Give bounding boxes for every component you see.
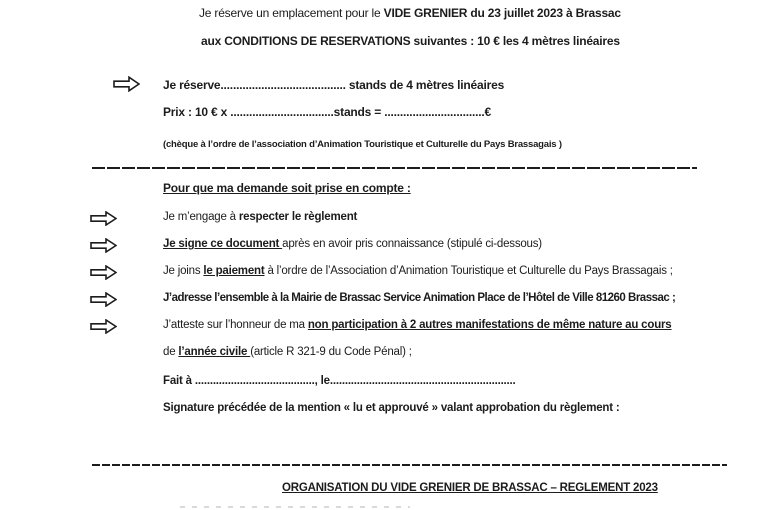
item-text: Je joins	[163, 265, 204, 277]
rightwards-white-arrow-icon	[113, 76, 140, 92]
signature-line: Signature précédée de la mention « lu et approuvé » valant approbation du règlement :	[163, 402, 620, 414]
item-text-bold-underline: le paiement	[203, 265, 265, 277]
intro-line-2: aux CONDITIONS DE RESERVATIONS suivantes : 10 € les 4 mètres linéaires	[201, 34, 620, 48]
fait-place-dotted-field: ........................................	[194, 375, 315, 387]
reserve-dotted-field: ........................................	[220, 78, 346, 92]
item-text: Je m’engage à	[163, 211, 239, 223]
reserve-suffix: stands de 4 mètres linéaires	[345, 78, 505, 92]
fait-le-label: , le	[314, 375, 330, 387]
reserve-label: Je réserve	[163, 78, 221, 92]
rightwards-white-arrow-icon	[90, 211, 117, 226]
fait-label: Fait à	[163, 375, 195, 387]
footer-divider	[92, 464, 727, 466]
item-text: après en avoir pris connaissance (stipulé ci-dessous)	[282, 238, 542, 250]
item-text-bold-underline: non participation à 2 autres manifestations de même nature au cours	[307, 319, 672, 331]
rightwards-white-arrow-icon	[90, 265, 117, 280]
item-text-bold-underline: l’année civile	[178, 346, 251, 358]
prix-mid-label: stands =	[333, 105, 385, 119]
rightwards-white-arrow-icon	[90, 238, 117, 253]
prix-dotted-field-2: ................................	[384, 105, 485, 119]
prix-label: Prix : 10 € x	[163, 105, 231, 119]
intro-line-1-bold: VIDE GRENIER du 23 juillet 2023 à Brassac	[383, 6, 621, 20]
item-text-bold-underline: Je signe ce document	[163, 238, 283, 250]
intro-line-1	[199, 6, 621, 20]
checklist-item-attestation	[163, 318, 672, 332]
prix-dotted-field-1: .................................	[230, 105, 334, 119]
checklist-item-attestation-wrap	[163, 345, 412, 359]
item-text: J’atteste sur l’honneur de ma	[163, 319, 308, 331]
item-text: à l’ordre de l’Association d’Animation Touristique et Culturelle du Pays Brassagais ;	[264, 265, 673, 277]
checklist-item-adresse: J’adresse l’ensemble à la Mairie de Brassac Service Animation Place de l’Hôtel de Ville 81260 Brassac ;	[163, 292, 676, 304]
reserve-line	[163, 78, 504, 92]
item-text: (article R 321-9 du Code Pénal) ;	[250, 346, 412, 358]
checklist-item-signature	[163, 237, 542, 251]
footer-heading: ORGANISATION DU VIDE GRENIER DE BRASSAC – REGLEMENT 2023	[282, 482, 658, 494]
item-text-bold: respecter le règlement	[238, 211, 358, 223]
item-text: de	[163, 346, 179, 358]
rightwards-white-arrow-icon	[90, 319, 117, 334]
prix-line	[163, 105, 491, 119]
prix-euro-sign: €	[484, 105, 492, 119]
fait-line	[163, 374, 516, 388]
rightwards-white-arrow-icon	[90, 292, 117, 307]
checklist-item-engagement	[163, 210, 357, 224]
intro-line-1-regular: Je réserve un emplacement pour le	[199, 6, 384, 20]
fait-date-dotted-field: ..............................................................	[329, 375, 516, 387]
section-divider	[92, 167, 697, 169]
cutoff-text-line	[180, 506, 410, 508]
cheque-note: (chèque à l’ordre de l’association d’Animation Touristique et Culturelle du Pays Brassagais )	[163, 139, 562, 150]
checklist-item-paiement	[163, 264, 673, 278]
section-heading: Pour que ma demande soit prise en compte :	[163, 181, 411, 195]
